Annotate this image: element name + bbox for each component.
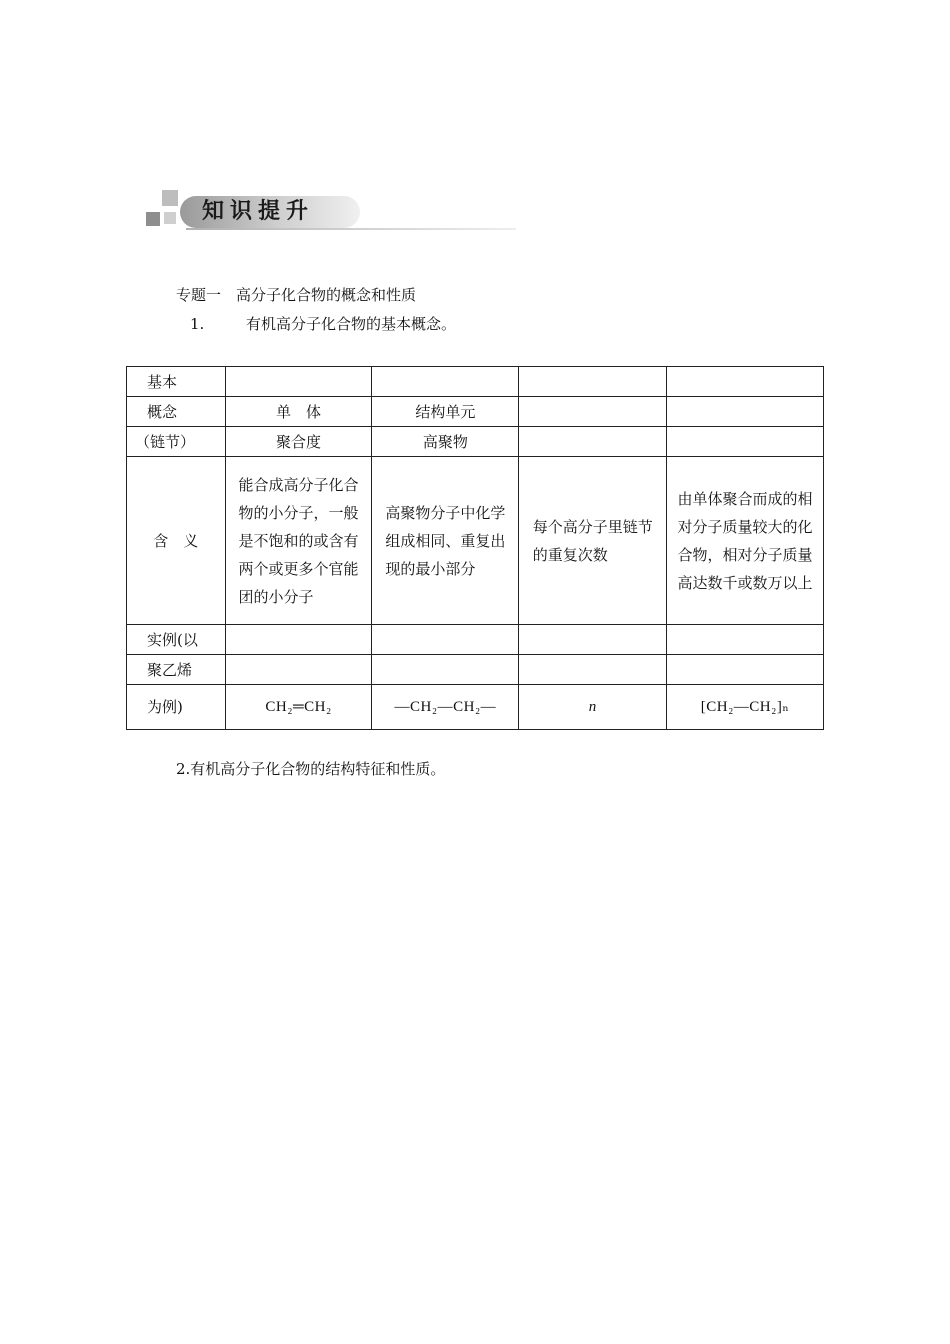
table-cell — [372, 367, 519, 397]
meaning-polymer: 由单体聚合而成的相对分子质量较大的化合物，相对分子质量高达数千或数万以上 — [677, 489, 813, 592]
table-cell: 概念 — [127, 397, 226, 427]
table-cell — [225, 625, 372, 655]
table-cell — [519, 397, 667, 427]
table-cell — [225, 367, 372, 397]
table-cell — [667, 367, 824, 397]
table-cell: 实例(以 — [127, 625, 226, 655]
example-monomer-formula: CH₂═CH₂ — [225, 685, 372, 730]
concept-table — [126, 366, 824, 730]
table-cell — [667, 457, 824, 625]
table-cell — [225, 655, 372, 685]
banner-title: 知识提升 — [202, 199, 315, 224]
table-row — [127, 457, 824, 625]
table-row — [127, 397, 824, 427]
table-cell: 聚乙烯 — [127, 655, 226, 685]
example-unit-formula: —CH₂—CH₂— — [372, 685, 519, 730]
meaning-structural-unit: 高聚物分子中化学组成相同、重复出现的最小部分 — [385, 503, 506, 578]
table-cell: 为例) — [127, 685, 226, 730]
header-structural-unit: 结构单元 — [372, 397, 519, 427]
table-cell — [372, 625, 519, 655]
meaning-monomer: 能合成高分子化合物的小分子，一般是不饱和的或含有两个或更多个官能团的小分子 — [238, 475, 359, 606]
table-cell — [667, 655, 824, 685]
table-cell: （链节） — [127, 427, 226, 457]
topic-title: 专题一 高分子化合物的概念和性质 — [176, 286, 417, 304]
table-row — [127, 685, 824, 730]
meaning-degree: 每个高分子里链节的重复次数 — [532, 517, 653, 564]
list-item-1 — [190, 313, 456, 334]
header-polymer: 高聚物 — [372, 427, 519, 457]
table-cell — [225, 457, 372, 625]
list-item-number: 1. — [190, 315, 205, 333]
table-cell: 基本 — [127, 367, 226, 397]
table-row — [127, 625, 824, 655]
example-polymer-formula: [CH₂—CH₂]ₙ — [667, 685, 824, 730]
list-item-text: 有机高分子化合物的基本概念。 — [246, 315, 457, 333]
list-item-2: 2.有机高分子化合物的结构特征和性质。 — [176, 760, 446, 778]
header-monomer: 单 体 — [225, 397, 372, 427]
table-row — [127, 655, 824, 685]
banner-square-decoration — [162, 190, 178, 206]
table-cell — [519, 367, 667, 397]
table-row — [127, 427, 824, 457]
table-cell — [667, 625, 824, 655]
table-cell — [667, 397, 824, 427]
table-row — [127, 367, 824, 397]
table-cell — [519, 625, 667, 655]
example-degree-symbol: n — [519, 685, 667, 730]
banner-square-decoration — [164, 212, 176, 224]
table-cell — [667, 427, 824, 457]
table-cell — [372, 655, 519, 685]
table-cell — [372, 457, 519, 625]
table-cell — [519, 457, 667, 625]
banner-underline — [186, 228, 516, 230]
meaning-label: 含 义 — [127, 457, 226, 625]
table-cell — [519, 655, 667, 685]
banner-square-decoration — [146, 212, 160, 226]
table-cell — [519, 427, 667, 457]
header-degree-of-polymerization: 聚合度 — [225, 427, 372, 457]
section-banner — [146, 188, 516, 234]
